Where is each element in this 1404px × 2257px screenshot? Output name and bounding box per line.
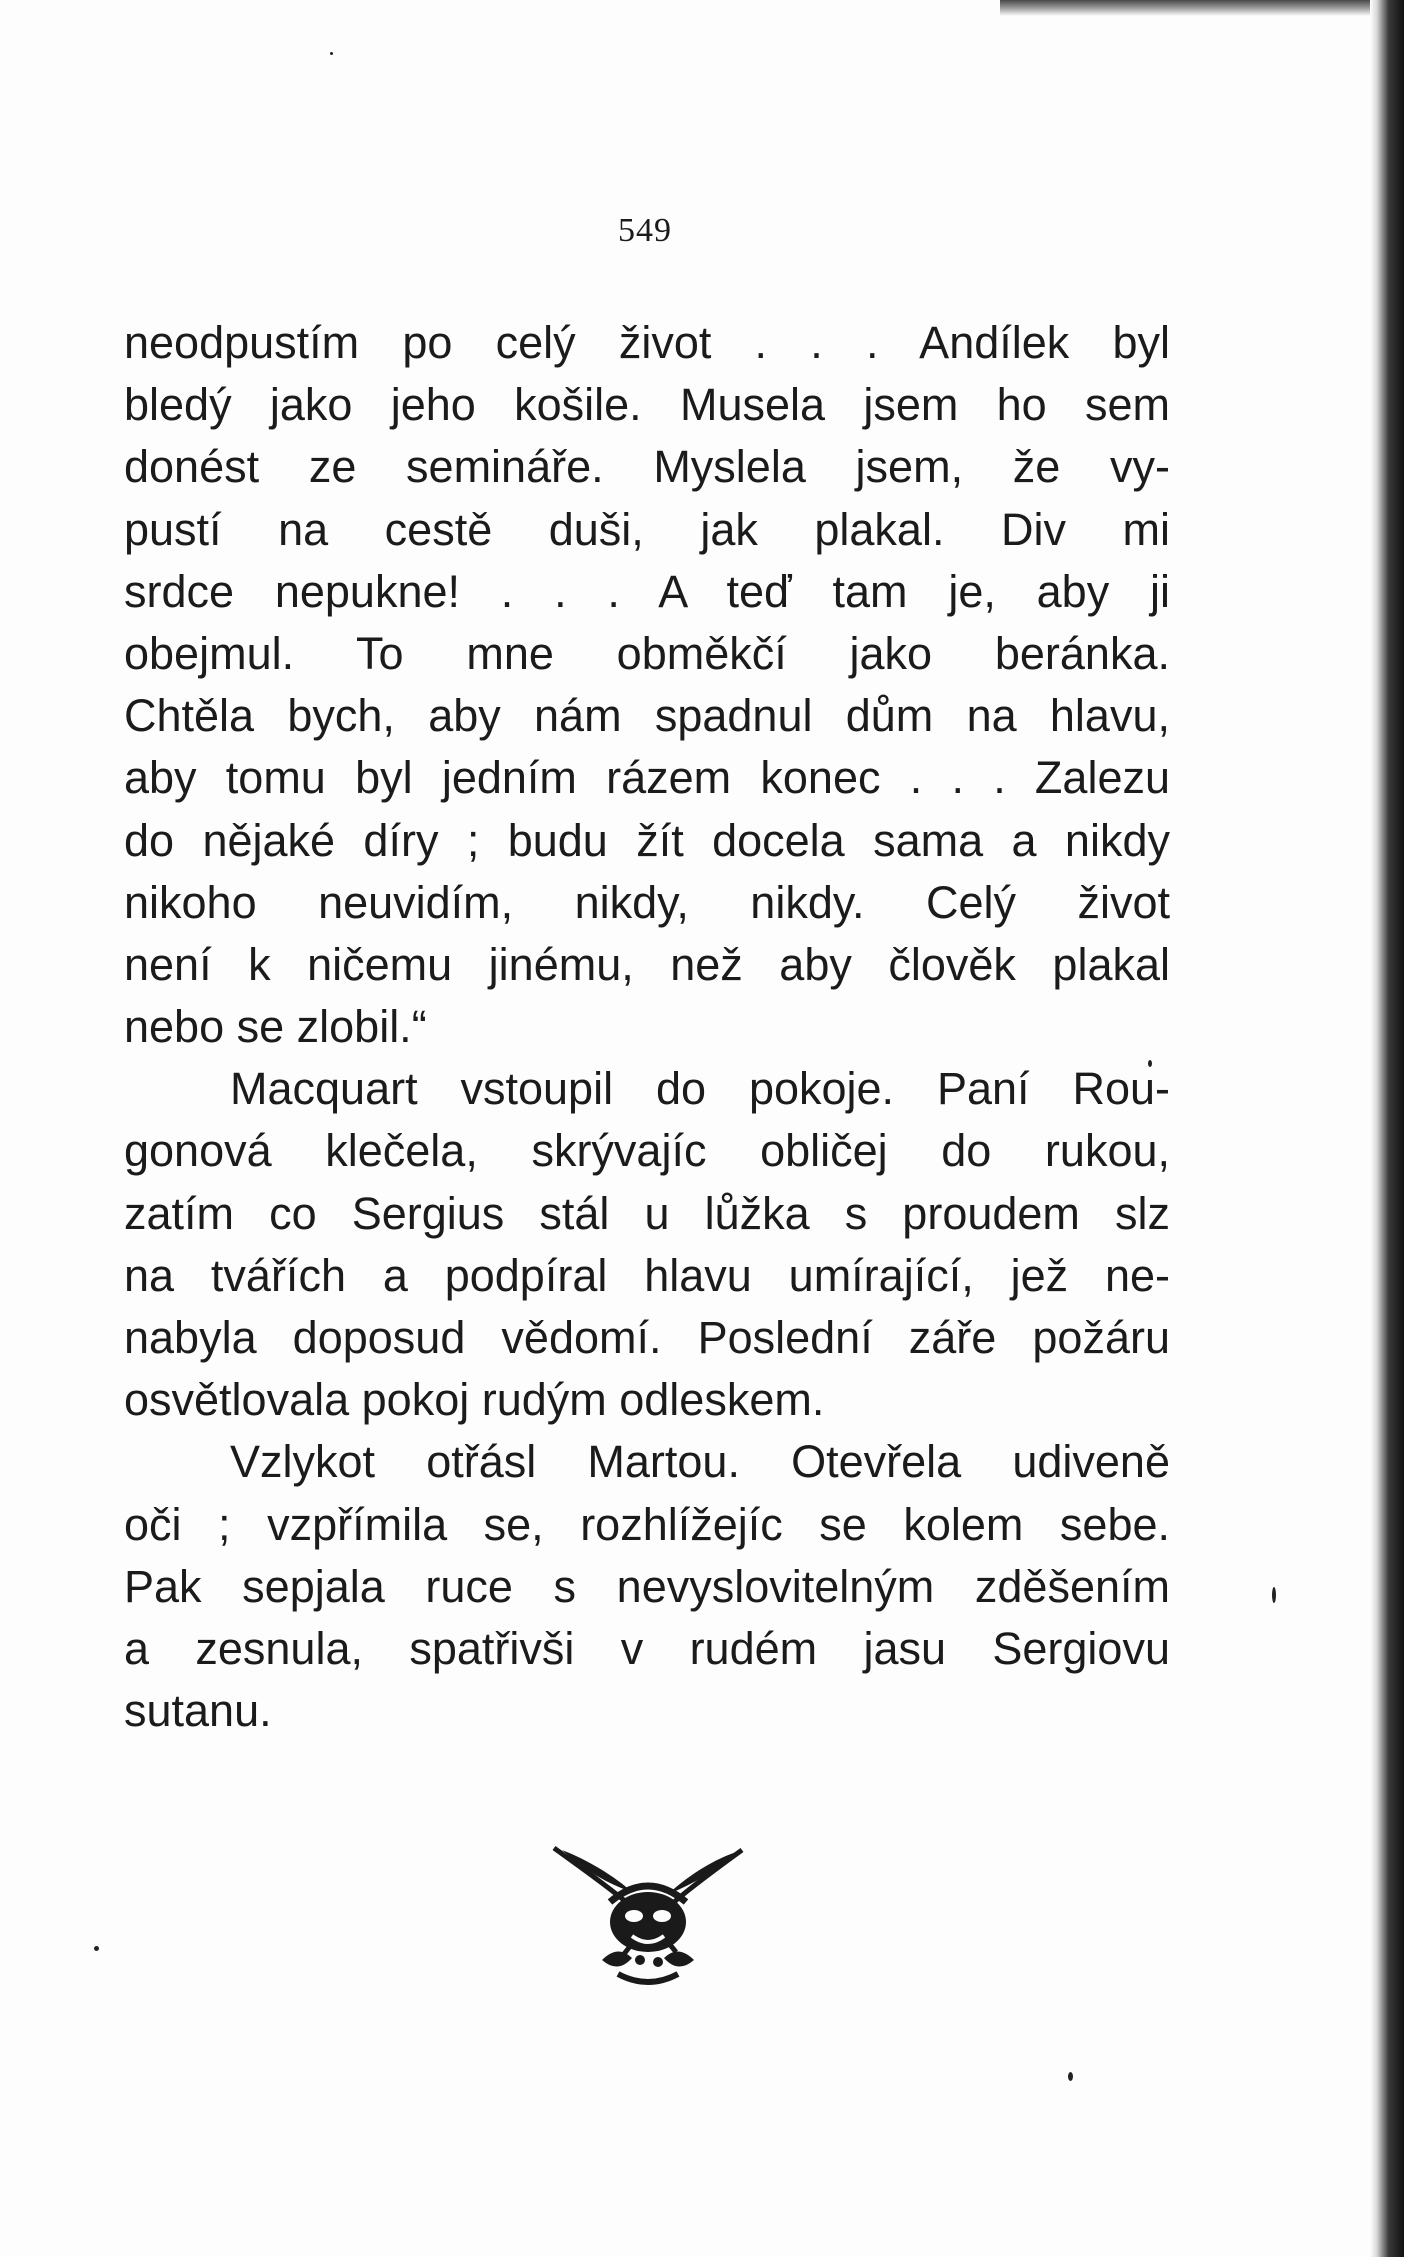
text-line: sutanu.	[124, 1685, 272, 1737]
scan-speck	[1272, 1587, 1276, 1603]
text-line: oči ; vzpřímila se, rozhlížejíc se kolem sebe.	[124, 1498, 1170, 1550]
scan-speck	[1068, 2072, 1073, 2081]
text-line: do nějaké díry ; budu žít docela sama a nikdy	[124, 814, 1170, 866]
text-line: srdce nepukne! . . . A teď tam je, aby ji	[124, 565, 1170, 617]
text-line: a zesnula, spatřivši v rudém jasu Sergiovu	[124, 1622, 1170, 1674]
crossed-quills-mask-ornament-icon	[548, 1840, 748, 1990]
text-line: Chtěla bych, aby nám spadnul dům na hlavu,	[124, 690, 1170, 742]
text-line: nikoho neuvidím, nikdy, nikdy. Celý život	[124, 876, 1170, 928]
text-line: zatím co Sergius stál u lůžka s proudem slz	[124, 1187, 1170, 1239]
page-number: 549	[618, 212, 672, 249]
text-line: není k ničemu jinému, než aby člověk plakal	[124, 938, 1170, 990]
text-line: gonová klečela, skrývajíc obličej do rukou,	[124, 1125, 1170, 1177]
text-line: donést ze semináře. Myslela jsem, že vy-	[124, 441, 1170, 493]
text-line: Pak sepjala ruce s nevyslovitelným zděšením	[124, 1560, 1170, 1612]
text-line: nebo se zlobil.“	[124, 1001, 427, 1053]
scan-border-top	[1000, 0, 1404, 16]
text-line: Vzlykot otřásl Martou. Otevřela udiveně	[230, 1436, 1170, 1488]
text-line: nabyla doposud vědomí. Poslední záře požáru	[124, 1312, 1170, 1363]
scan-speck	[330, 52, 333, 55]
text-line: obejmul. To mne obměkčí jako beránka.	[124, 627, 1170, 679]
text-line: aby tomu byl jedním rázem konec . . . Zalezu	[124, 752, 1170, 804]
text-line: bledý jako jeho košile. Musela jsem ho sem	[124, 379, 1170, 431]
text-line: neodpustím po celý život . . . Andílek byl	[124, 317, 1170, 368]
body-text	[124, 312, 1170, 1742]
text-line: osvětlovala pokoj rudým odleskem.	[124, 1374, 825, 1426]
text-line: Macquart vstoupil do pokoje. Paní Rou-	[230, 1063, 1170, 1115]
text-line: pustí na cestě duši, jak plakal. Div mi	[124, 503, 1170, 555]
scan-speck	[94, 1946, 99, 1951]
scan-border-right	[1370, 0, 1404, 2257]
text-line: na tvářích a podpíral hlavu umírající, jež ne-	[124, 1249, 1170, 1301]
